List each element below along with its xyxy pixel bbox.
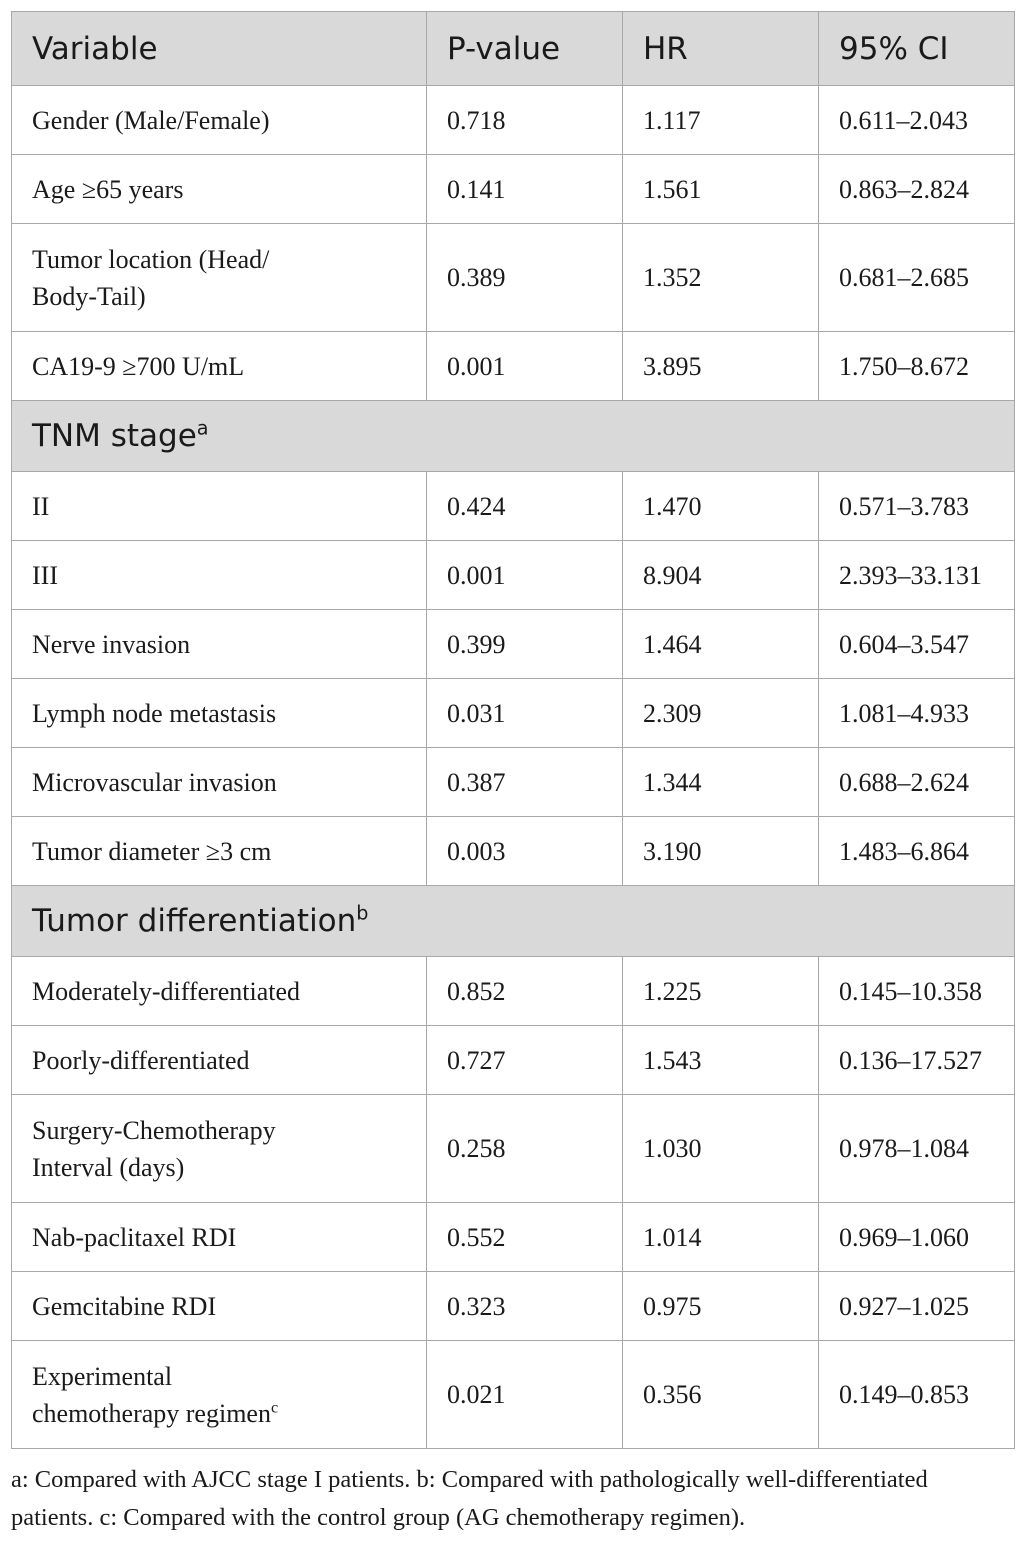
hr-cell: 1.470: [623, 472, 819, 541]
ci-cell: 0.611–2.043: [819, 86, 1015, 155]
variable-line: Tumor location (Head/: [32, 244, 270, 274]
p-value-cell: 0.727: [427, 1026, 623, 1095]
table-row: [12, 748, 1015, 817]
table-row: [12, 1095, 1015, 1203]
p-value-cell: 0.852: [427, 957, 623, 1026]
variable-line: Experimental: [32, 1361, 173, 1391]
variable-cell: Microvascular invasion: [12, 748, 427, 817]
ci-cell: 0.145–10.358: [819, 957, 1015, 1026]
ci-cell: 0.604–3.547: [819, 610, 1015, 679]
hr-cell: 1.030: [623, 1095, 819, 1203]
variable-cell: [12, 224, 427, 332]
ci-cell: 1.081–4.933: [819, 679, 1015, 748]
footnote-marker: a: [196, 416, 209, 440]
p-value-cell: 0.389: [427, 224, 623, 332]
variable-cell: II: [12, 472, 427, 541]
table-row: [12, 541, 1015, 610]
cox-regression-table: [11, 11, 1015, 1449]
hr-cell: 8.904: [623, 541, 819, 610]
table-row: [12, 679, 1015, 748]
ci-cell: 1.483–6.864: [819, 817, 1015, 886]
hr-cell: 1.117: [623, 86, 819, 155]
hr-cell: 1.543: [623, 1026, 819, 1095]
ci-cell: 0.927–1.025: [819, 1272, 1015, 1341]
hr-cell: 0.975: [623, 1272, 819, 1341]
variable-line: Body-Tail): [32, 281, 146, 311]
section-header-tumor-differentiation: [12, 886, 1015, 957]
table-row: [12, 817, 1015, 886]
ci-cell: 0.136–17.527: [819, 1026, 1015, 1095]
header-row: [12, 12, 1015, 86]
section-header-row: [12, 886, 1015, 957]
hr-cell: 2.309: [623, 679, 819, 748]
ci-cell: 0.149–0.853: [819, 1341, 1015, 1449]
section-label: TNM stage: [32, 417, 197, 454]
p-value-cell: 0.001: [427, 541, 623, 610]
footnote-marker: c: [270, 1398, 279, 1416]
ci-cell: 0.969–1.060: [819, 1203, 1015, 1272]
ci-cell: 0.863–2.824: [819, 155, 1015, 224]
ci-cell: 1.750–8.672: [819, 332, 1015, 401]
p-value-cell: 0.003: [427, 817, 623, 886]
header-variable: Variable: [12, 12, 427, 86]
variable-cell: Tumor diameter ≥3 cm: [12, 817, 427, 886]
variable-line: Surgery-Chemotherapy: [32, 1115, 276, 1145]
p-value-cell: 0.718: [427, 86, 623, 155]
table-row: [12, 610, 1015, 679]
hr-cell: 1.464: [623, 610, 819, 679]
footnote-marker: b: [356, 901, 369, 925]
footnote-line: a: Compared with AJCC stage I patients. b: Compared with pathologically well-differentiated: [11, 1466, 928, 1493]
footnote-line: patients. c: Compared with the control group (AG chemotherapy regimen).: [11, 1504, 746, 1531]
variable-cell: Poorly-differentiated: [12, 1026, 427, 1095]
variable-cell: Nab-paclitaxel RDI: [12, 1203, 427, 1272]
p-value-cell: 0.323: [427, 1272, 623, 1341]
p-value-cell: 0.021: [427, 1341, 623, 1449]
hr-cell: 0.356: [623, 1341, 819, 1449]
variable-cell: [12, 1341, 427, 1449]
p-value-cell: 0.424: [427, 472, 623, 541]
header-hr: HR: [623, 12, 819, 86]
hr-cell: 1.344: [623, 748, 819, 817]
variable-cell: Lymph node metastasis: [12, 679, 427, 748]
table-row: [12, 957, 1015, 1026]
p-value-cell: 0.258: [427, 1095, 623, 1203]
hr-cell: 1.225: [623, 957, 819, 1026]
hr-cell: 1.014: [623, 1203, 819, 1272]
section-header-tnm-stage: [12, 401, 1015, 472]
table-row: [12, 1341, 1015, 1449]
table-row: [12, 155, 1015, 224]
variable-cell: Gender (Male/Female): [12, 86, 427, 155]
variable-line: Interval (days): [32, 1152, 185, 1182]
header-p-value: P-value: [427, 12, 623, 86]
table-row: [12, 224, 1015, 332]
table-footnote: [11, 1461, 1021, 1537]
ci-cell: 0.571–3.783: [819, 472, 1015, 541]
variable-cell: Age ≥65 years: [12, 155, 427, 224]
results-table-container: [11, 11, 1014, 1449]
section-label: Tumor differentiation: [32, 902, 357, 939]
table-row: [12, 1272, 1015, 1341]
variable-cell: CA19-9 ≥700 U/mL: [12, 332, 427, 401]
table-row: [12, 86, 1015, 155]
p-value-cell: 0.552: [427, 1203, 623, 1272]
table-row: [12, 1026, 1015, 1095]
table-row: [12, 332, 1015, 401]
p-value-cell: 0.001: [427, 332, 623, 401]
table-row: [12, 1203, 1015, 1272]
variable-line: chemotherapy regimen: [32, 1398, 271, 1428]
hr-cell: 1.352: [623, 224, 819, 332]
p-value-cell: 0.387: [427, 748, 623, 817]
p-value-cell: 0.399: [427, 610, 623, 679]
ci-cell: 0.681–2.685: [819, 224, 1015, 332]
hr-cell: 1.561: [623, 155, 819, 224]
variable-cell: [12, 1095, 427, 1203]
ci-cell: 0.978–1.084: [819, 1095, 1015, 1203]
variable-cell: Nerve invasion: [12, 610, 427, 679]
variable-cell: Gemcitabine RDI: [12, 1272, 427, 1341]
ci-cell: 0.688–2.624: [819, 748, 1015, 817]
ci-cell: 2.393–33.131: [819, 541, 1015, 610]
hr-cell: 3.895: [623, 332, 819, 401]
hr-cell: 3.190: [623, 817, 819, 886]
p-value-cell: 0.141: [427, 155, 623, 224]
header-95-ci: 95% CI: [819, 12, 1015, 86]
variable-cell: Moderately-differentiated: [12, 957, 427, 1026]
p-value-cell: 0.031: [427, 679, 623, 748]
section-header-row: [12, 401, 1015, 472]
variable-cell: III: [12, 541, 427, 610]
table-row: [12, 472, 1015, 541]
